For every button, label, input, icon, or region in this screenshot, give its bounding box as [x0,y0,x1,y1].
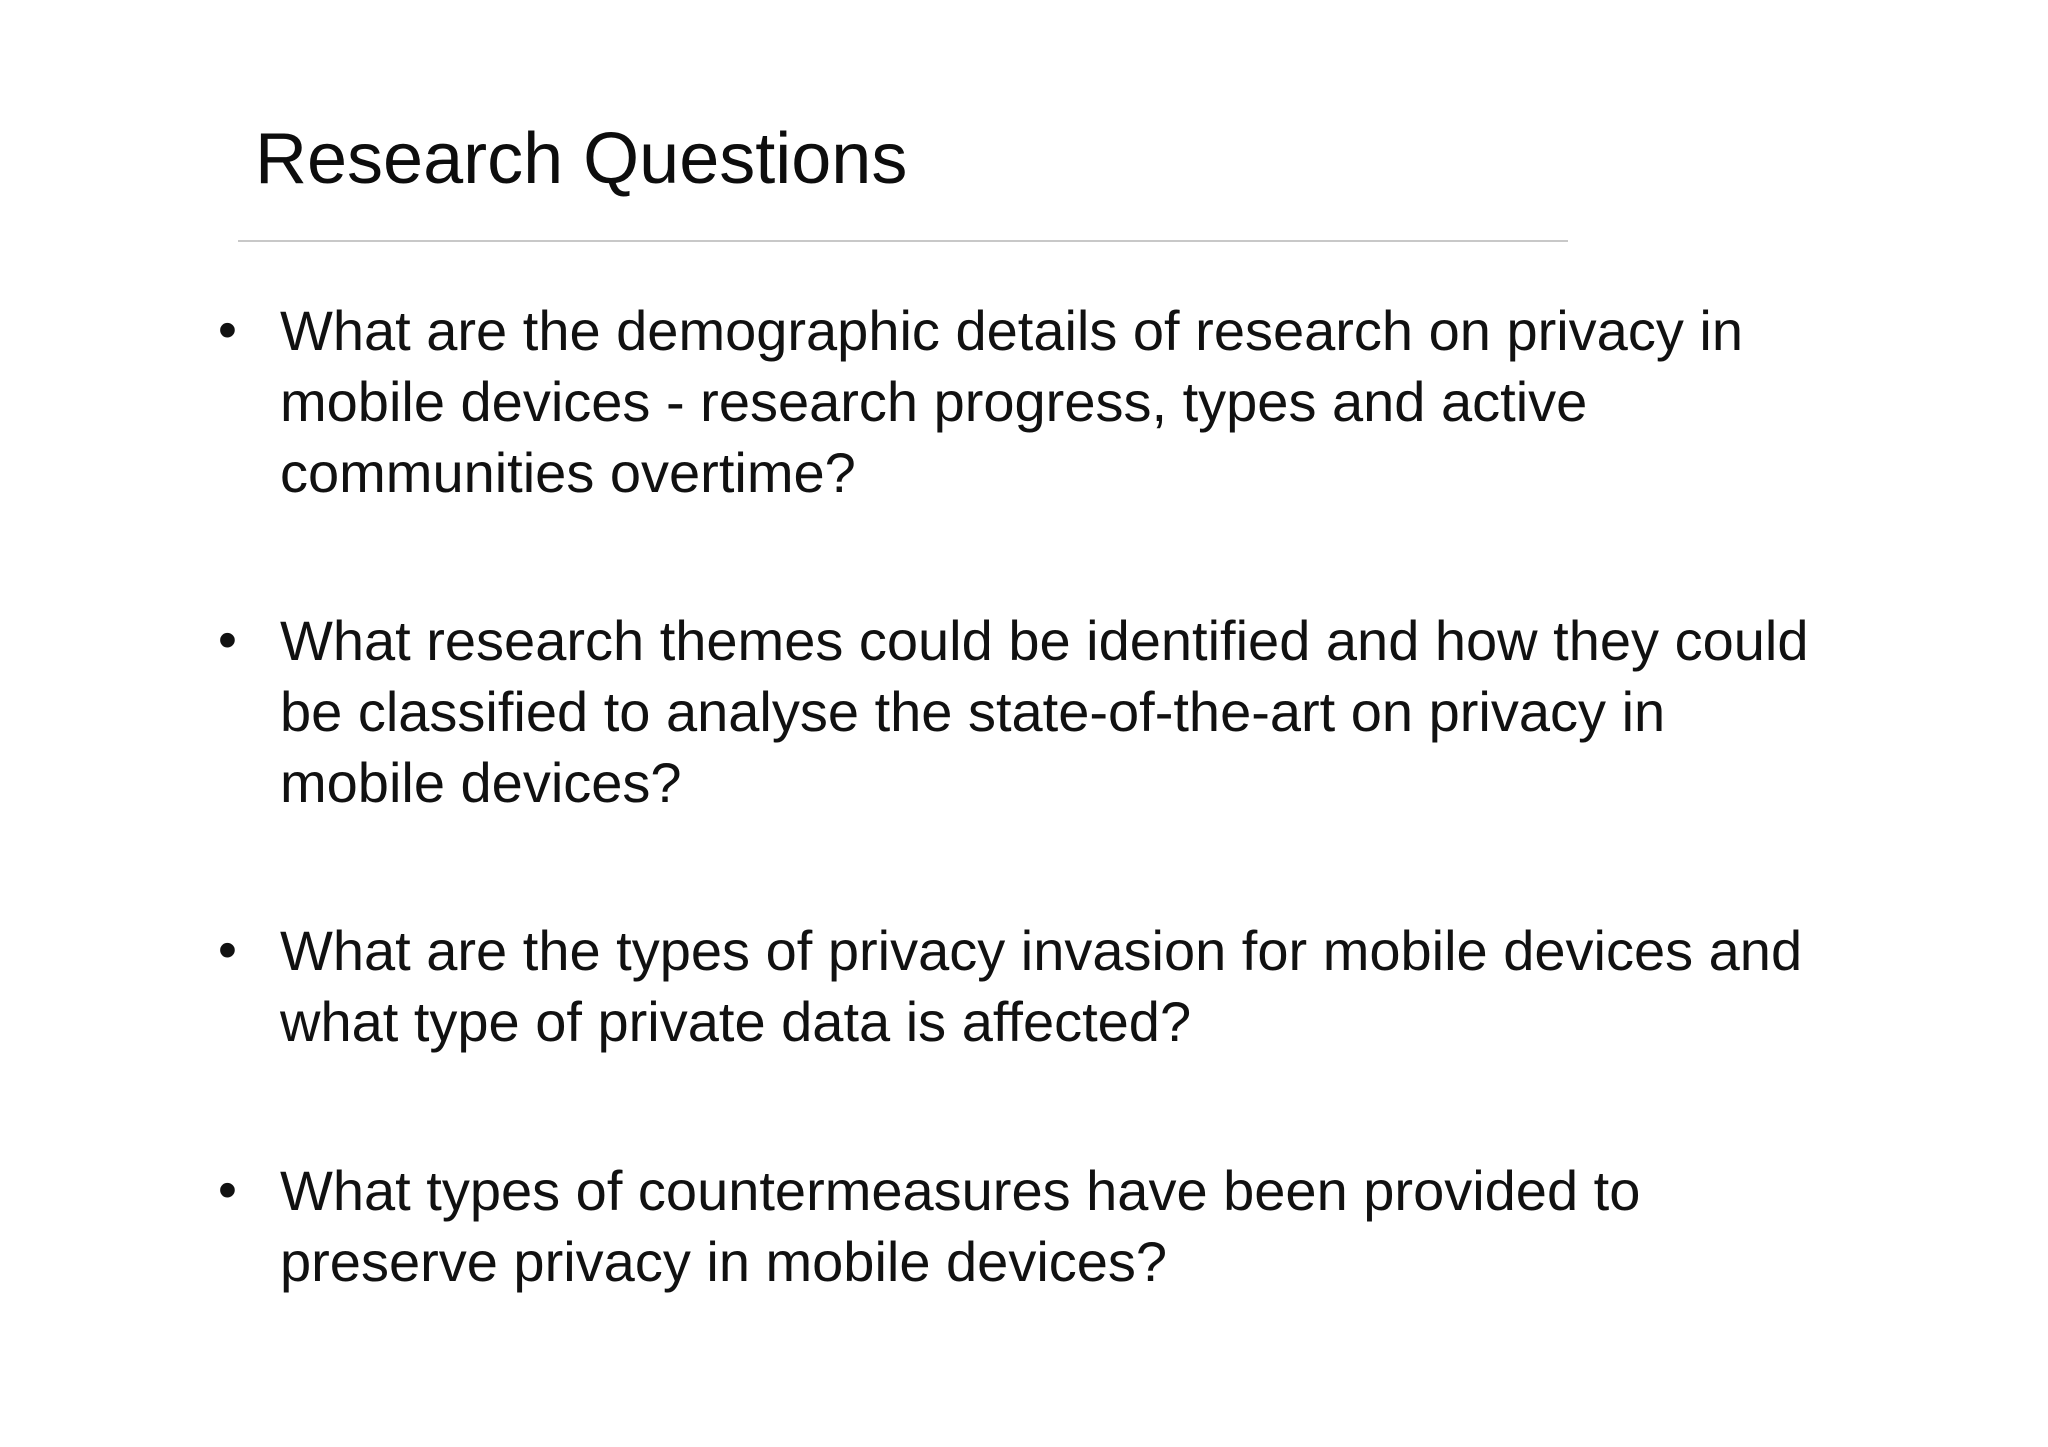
question-text: What research themes could be identified and how they could be classified to analyse the state-of-the-art on privacy in mobile devices? [280,609,1809,814]
bullet-icon: • [218,1160,237,1220]
bullet-icon: • [218,300,237,360]
question-text: What types of countermeasures have been provided to preserve privacy in mobile devices? [280,1159,1641,1293]
slide-title: Research Questions [255,119,908,199]
bullet-icon: • [218,610,237,670]
question-text: What are the demographic details of research on privacy in mobile devices - research progress, types and active communities overtime? [280,299,1743,504]
title-divider [238,240,1568,242]
bullet-icon: • [218,920,237,980]
question-text: What are the types of privacy invasion for mobile devices and what type of private data is affected? [280,919,1803,1053]
